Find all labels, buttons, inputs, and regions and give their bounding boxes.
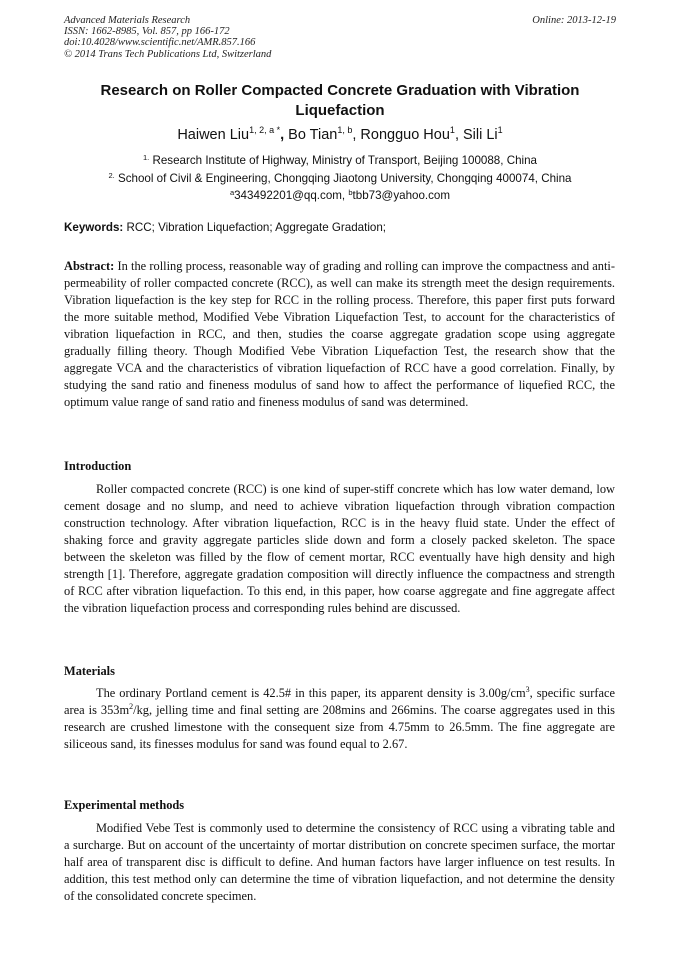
author-affil-mark: 1, 2, a * <box>249 125 281 135</box>
materials-text: , specific surface area is 353m <box>64 686 615 717</box>
keywords-text: RCC; Vibration Liquefaction; Aggregate Gradation; <box>123 221 387 234</box>
author-name: Bo Tian <box>288 127 338 143</box>
abstract-label: Abstract: <box>64 259 115 273</box>
email-address: tbb73@yahoo.com <box>352 189 451 202</box>
introduction-paragraph <box>64 481 615 617</box>
keywords <box>64 220 616 236</box>
affil-mark: 2. <box>108 171 115 180</box>
abstract-text: In the rolling process, reasonable way of grading and rolling can improve the compactness and anti-permeability of roller compacted concrete (RCC), as well can make its strength meet the design requirements. Vibration liquefaction is the key step for RCC in the rolling process. Therefore, this paper first puts forward the more suitable method, Modified Vebe Vibration Liquefaction Test, to account for the characteristics of vibration liquefaction in RCC, and then, studies the coarse aggregate gradation scope using aggregate gradually filling theory. Though Modified Vebe Vibration Liquefaction Test, the research show that the aggregate VCA and the characteristics of vibration liquefaction of RCC have a good correlation. Finally, by studying the sand ratio and fineness modulus of sand how to affect the performance of liquefied RCC, the optimum value range of sand ratio and fineness modulus of sand was determined. <box>64 259 615 409</box>
author-affil-mark: 1, b <box>337 125 353 135</box>
affil-text: Research Institute of Highway, Ministry of Transport, Beijing 100088, China <box>152 154 537 167</box>
email-address: 343492201@qq.com, <box>234 189 349 202</box>
section-heading-introduction: Introduction <box>64 459 132 473</box>
section-heading-materials: Materials <box>64 664 115 678</box>
materials-text: The ordinary Portland cement is 42.5# in this paper, its apparent density is 3.00g/cm <box>96 686 526 700</box>
journal-header <box>64 15 616 60</box>
author-name: Sili Li <box>463 127 498 143</box>
author-line: Haiwen Liu$^{1, 2, a *}$, Bo Tian$^{1, b}$, Rongguo Hou$^1$, Sili Li$^1$ <box>177 125 503 143</box>
email-line <box>60 188 620 204</box>
materials-paragraph <box>64 685 615 753</box>
doi-line: doi:10.4028/www.scientific.net/AMR.857.166 <box>64 37 256 49</box>
author-affil-mark: 1 <box>449 125 455 135</box>
email-mark: b <box>348 188 353 197</box>
author-affil-mark: 1 <box>497 125 503 135</box>
issn-line: ISSN: 1662-8985, Vol. 857, pp 166-172 <box>64 26 230 38</box>
keywords-label: Keywords: <box>64 221 124 234</box>
online-date: Online: 2013-12-19 <box>532 15 616 26</box>
email-mark: a <box>229 188 235 197</box>
journal-name: Advanced Materials Research <box>64 15 191 26</box>
affiliation-2 <box>60 171 620 187</box>
methods-paragraph <box>64 820 615 905</box>
materials-text: /kg, jelling time and final setting are 208mins and 266mins. The coarse aggregates used in this research are crushed limestone with the consequent size from 4.75mm to 26.5mm. The fine aggregate are siliceous sand, its finesses modulus for sand was found equal to 2.67. <box>64 703 616 751</box>
affil-mark: 1. <box>142 153 150 162</box>
abstract <box>64 258 615 411</box>
affil-text: School of Civil & Engineering, Chongqing Jiaotong University, Chongqing 400074, China <box>117 172 572 185</box>
copyright-line: © 2014 Trans Tech Publications Ltd, Switzerland <box>64 48 272 60</box>
section-heading-methods: Experimental methods <box>64 798 185 812</box>
paper-title: Research on Roller Compacted Concrete Graduation with Vibration Liquefaction <box>100 82 580 119</box>
author-name: Haiwen Liu <box>177 127 250 143</box>
affiliation-1 <box>60 153 620 169</box>
unit-exponent: 2 <box>129 702 134 711</box>
methods-text: Modified Vebe Test is commonly used to determine the consistency of RCC using a vibrating table and a surcharge. But on account of the uncertainty of mortar distribution on concrete specimen surface, the mortar half area of transparent disc is difficult to define. And human factors have larger influence on test results. In addition, this test method only can determine the time of vibration liquefaction, and not determine the density of the consolidated concrete specimen. <box>64 821 615 903</box>
author-name: Rongguo Hou <box>360 127 450 143</box>
introduction-text: Roller compacted concrete (RCC) is one kind of super-stiff concrete which has low water demand, low cement dosage and no slump, and need to achieve vibration liquefaction through vibration compaction construction technology. After vibration liquefaction, RCC is in the heavy fluid state. Under the effect of shaking force and gravity aggregate particles slide down and form a closely packed skeleton. The space between the skeleton was filled by the flow of cement mortar, RCC eventually have high density and high strength [1]. Therefore, aggregate gradation composition will directly influence the compactness and strength of RCC after vibration liquefaction. To this end, in this paper, how coarse aggregate and fine aggregate affect the vibration liquefaction process and corresponding rules behind are discussed. <box>64 482 615 615</box>
unit-exponent: 3 <box>525 685 530 694</box>
